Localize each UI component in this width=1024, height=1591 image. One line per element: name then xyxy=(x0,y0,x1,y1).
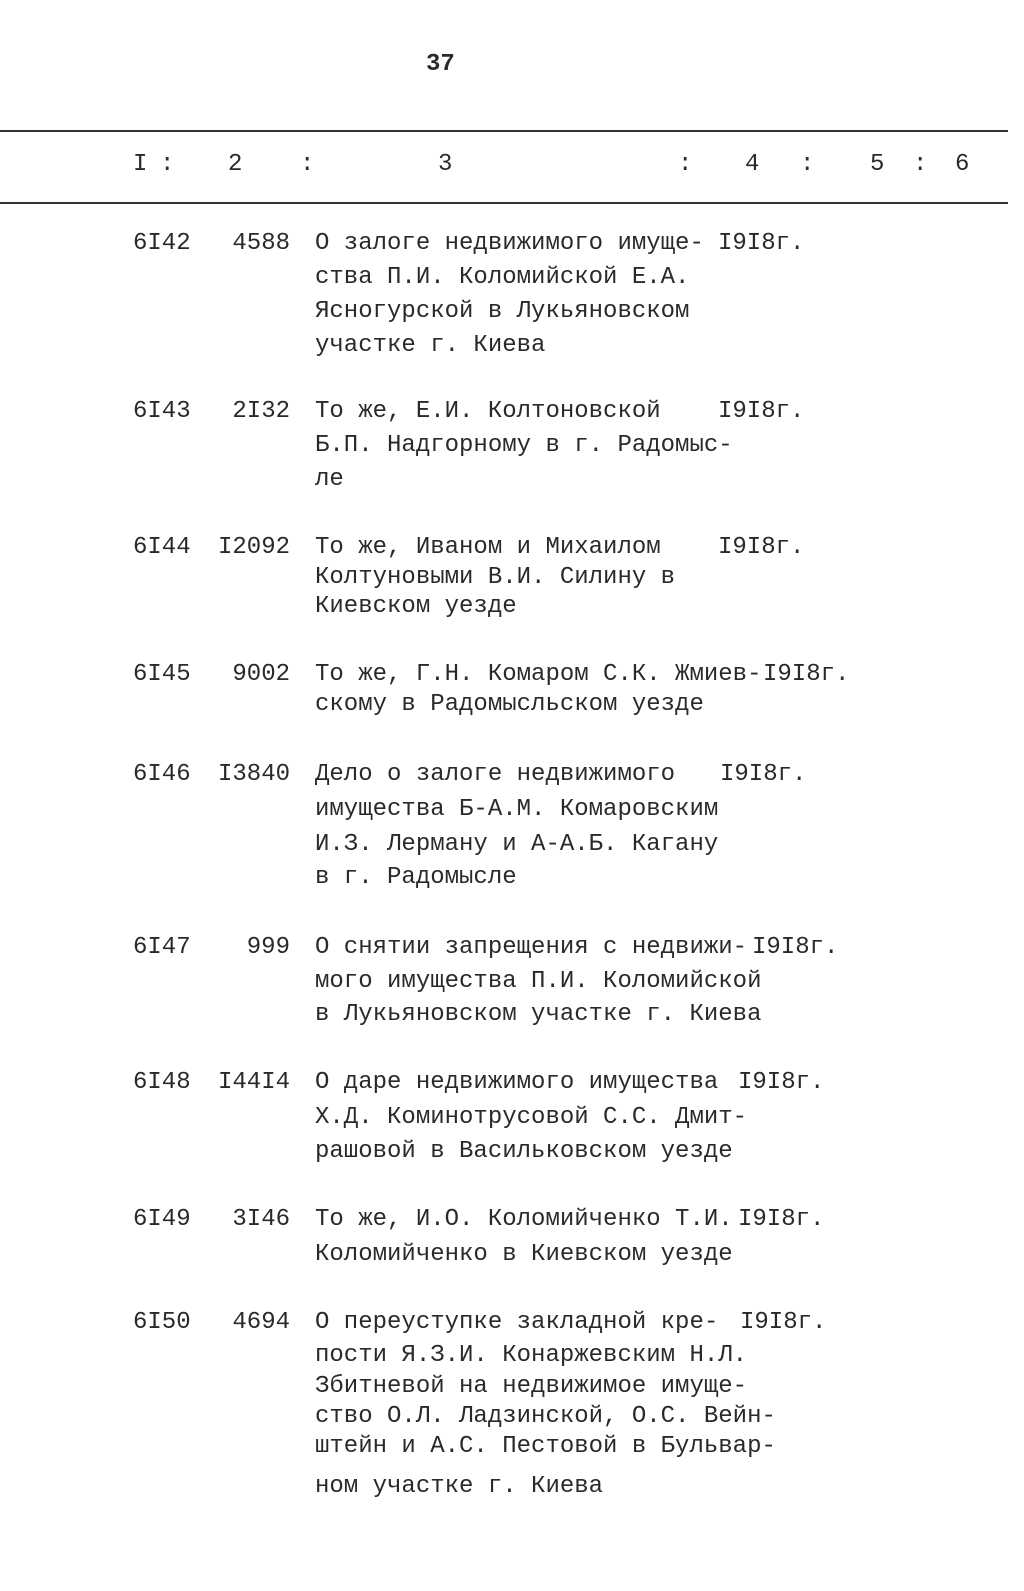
entry-number: 6I43 xyxy=(133,398,191,425)
entry-year: I9I8г. xyxy=(718,534,805,561)
entry-description-line: Ясногурской в Лукьяновском xyxy=(315,298,690,325)
entry-description-line: О даре недвижимого имущества xyxy=(315,1069,719,1096)
entry-year: I9I8г. xyxy=(738,1206,825,1233)
entry-number: 6I45 xyxy=(133,661,191,688)
entry-description-line: в Лукьяновском участке г. Киева xyxy=(315,1001,762,1028)
entry-description-line: То же, Иваном и Михаилом xyxy=(315,534,661,561)
entry-description-line: скому в Радомысльском уезде xyxy=(315,691,704,718)
entry-description-line: рашовой в Васильковском уезде xyxy=(315,1138,733,1165)
entry-description-line: пости Я.З.И. Конаржевским Н.Л. xyxy=(315,1342,748,1369)
entry-year: I9I8г. xyxy=(740,1309,827,1336)
entry-number: 6I47 xyxy=(133,934,191,961)
entry-year: I9I8г. xyxy=(718,230,805,257)
header-bottom-rule xyxy=(0,202,1008,204)
entry-description-line: То же, И.О. Коломийченко Т.И. xyxy=(315,1206,733,1233)
col-separator: : xyxy=(800,151,815,178)
entry-description-line: мого имущества П.И. Коломийской xyxy=(315,968,762,995)
entry-description-line: Б.П. Надгорному в г. Радомыс- xyxy=(315,432,733,459)
col-header-6: 6 xyxy=(955,151,970,178)
entry-description-line: Дело о залоге недвижимого xyxy=(315,761,676,788)
entry-description-line: Збитневой на недвижимое имуще- xyxy=(315,1373,748,1400)
col-header-2: 2 xyxy=(228,151,243,178)
entry-year: I9I8г. xyxy=(752,934,839,961)
inventory-number: I3840 xyxy=(217,761,290,788)
entry-description-line: имущества Б-А.М. Комаровским xyxy=(315,796,719,823)
entry-description-line: Коломийченко в Киевском уезде xyxy=(315,1241,733,1268)
entry-number: 6I42 xyxy=(133,230,191,257)
entry-year: I9I8г. xyxy=(738,1069,825,1096)
entry-description-line: То же, Е.И. Колтоновской xyxy=(315,398,661,425)
inventory-number: I44I4 xyxy=(217,1069,290,1096)
col-separator: : xyxy=(678,151,693,178)
col-header-3: 3 xyxy=(438,151,453,178)
col-header-4: 4 xyxy=(745,151,760,178)
entry-description-line: в г. Радомысле xyxy=(315,864,517,891)
entry-year: I9I8г. xyxy=(718,398,805,425)
inventory-number: 9002 xyxy=(232,661,290,688)
entry-number: 6I44 xyxy=(133,534,191,561)
entry-description-line: И.З. Лерману и А-А.Б. Кагану xyxy=(315,831,719,858)
inventory-number: 4694 xyxy=(232,1309,290,1336)
col-separator: : xyxy=(160,151,175,178)
entry-description-line: Колтуновыми В.И. Силину в xyxy=(315,564,676,591)
col-separator: : xyxy=(300,151,315,178)
col-separator: : xyxy=(913,151,928,178)
inventory-number: 999 xyxy=(246,934,290,961)
entry-year: I9I8г. xyxy=(763,661,850,688)
header-top-rule xyxy=(0,130,1008,132)
entry-number: 6I49 xyxy=(133,1206,191,1233)
entry-description-line: Х.Д. Коминотрусовой С.С. Дмит- xyxy=(315,1104,748,1131)
entry-year: I9I8г. xyxy=(720,761,807,788)
entry-number: 6I48 xyxy=(133,1069,191,1096)
entry-description-line: ном участке г. Киева xyxy=(315,1473,604,1500)
inventory-number: I2092 xyxy=(217,534,290,561)
entry-number: 6I50 xyxy=(133,1309,191,1336)
entry-description-line: штейн и А.С. Пестовой в Бульвар- xyxy=(315,1433,776,1460)
col-header-1: I xyxy=(133,151,148,178)
entry-description-line: О переуступке закладной кре- xyxy=(315,1309,719,1336)
entry-description-line: ство О.Л. Ладзинской, О.С. Вейн- xyxy=(315,1403,776,1430)
entry-description-line: О снятии запрещения с недвижи- xyxy=(315,934,748,961)
entry-description-line: ства П.И. Коломийской Е.А. xyxy=(315,264,690,291)
col-header-5: 5 xyxy=(870,151,885,178)
entry-description-line: Киевском уезде xyxy=(315,593,517,620)
entry-description-line: участке г. Киева xyxy=(315,332,546,359)
inventory-number: 3I46 xyxy=(232,1206,290,1233)
entry-description-line: То же, Г.Н. Комаром С.К. Жмиев- xyxy=(315,661,762,688)
inventory-number: 2I32 xyxy=(232,398,290,425)
entry-description-line: ле xyxy=(315,466,344,493)
entry-number: 6I46 xyxy=(133,761,191,788)
entry-description-line: О залоге недвижимого имуще- xyxy=(315,230,704,257)
page-number: 37 xyxy=(426,51,455,78)
inventory-number: 4588 xyxy=(232,230,290,257)
